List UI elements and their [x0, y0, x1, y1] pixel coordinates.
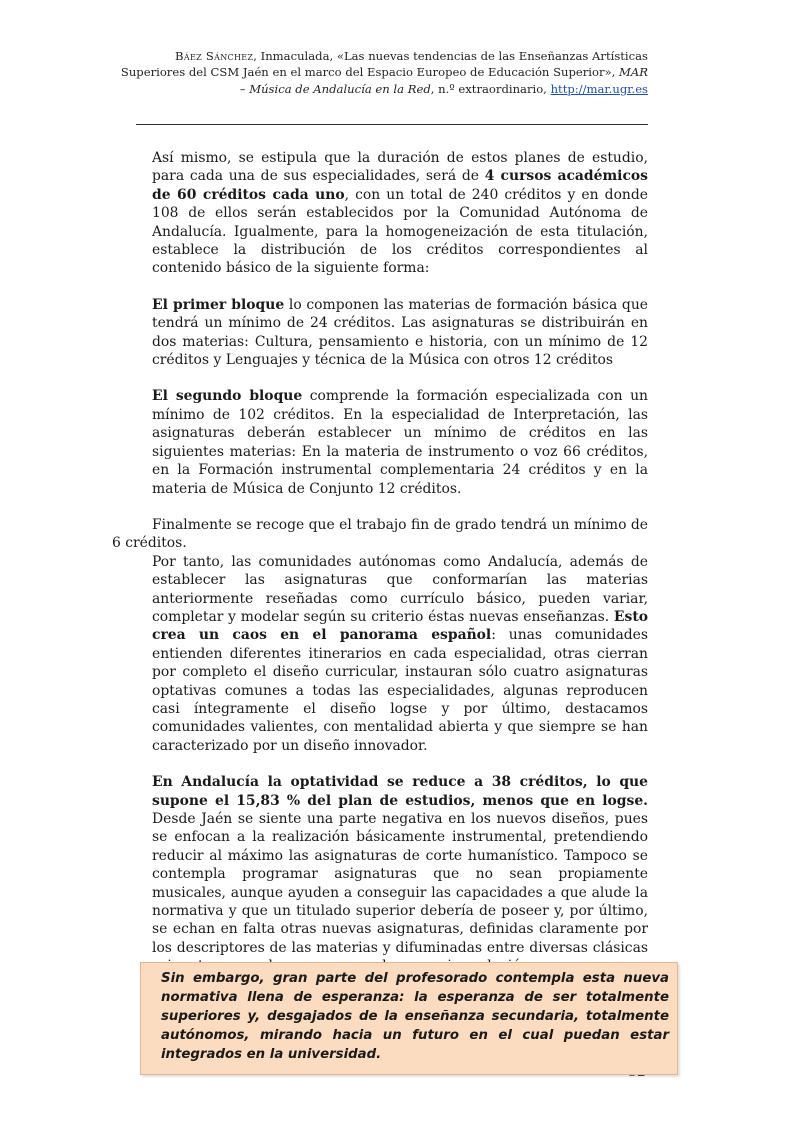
header-citation: , Inmaculada, «Las nuevas tendencias de las Enseñanzas Artísticas Superiores del CSM Jaén en el marco del Espacio Europeo de Educación Superior»,: [120, 49, 648, 80]
paragraph-duration: Así mismo, se estipula que la duración de estos planes de estudio, para cada una de sus especialidades, será de 4 cursos académicos de 60 créditos cada uno, con un total de 240 créditos y en donde 108 de ellos serán establecidos por la Comunidad Autónoma de Andalucía. Igualmente, para la homogeneización de esta titulación, establece la distribución de los créditos correspondientes al contenido básico de la siguiente forma:: [152, 150, 648, 277]
header-divider: [136, 124, 648, 125]
header-issue: , n.º extraordinario,: [430, 81, 551, 96]
article-body: [112, 149, 648, 976]
paragraph-andalusia-optional: En Andalucía la optatividad se reduce a 38 créditos, lo que supone el 15,83 % del plan de estudios, menos que en logse. Desde Jaén se siente una parte negativa en los nuevos diseños, pues se enfocan a la realización básicamente instrumental, pretendiendo reducir al máximo las asignaturas de corte humanístico. Tampoco se contempla programar asignaturas que no sean propiamente musicales, aunque ayuden a conseguir las capacidades a que alude la normativa y que un titulado superior debería de poseer y, por último, se echan en falta otras nuevas asignaturas, definidas claramente por los descriptores de las materias y difuminadas entre diversas clásicas: [152, 774, 648, 956]
paragraph-final-project: Finalmente se recoge que el trabajo fin de grado tendrá un mínimo de 6 créditos.: [112, 516, 648, 552]
paragraph-first-block: El primer bloque lo componen las materias de formación básica que tendrá un mínimo de 24 créditos. Las asignaturas se distribuirán en dos materias: Cultura, pensamiento e historia, con un mínimo de 12 créditos y Lenguajes y técnica de la Música con otros 12 créditos: [152, 296, 648, 369]
header-journal: MAR – Música de Andalucía en la Red: [239, 65, 648, 96]
paragraph-second-block: El segundo bloque comprende la formación especializada con un mínimo de 102 créditos. En la especialidad de Interpretación, las asignaturas deberán establecer un mínimo de créditos en las siguientes materias: En la materia de instrumento o voz 66 créditos, en la Formación instrumental complementaria 24 créditos y en la materia de Música de Conjunto 12 créditos.: [152, 388, 648, 497]
header-url-link[interactable]: http://mar.ugr.es: [550, 81, 648, 96]
callout-box: [140, 962, 678, 1075]
callout-text: Sin embargo, gran parte del profesorado contempla esta nueva normativa llena de esperanza: la esperanza de ser totalmente superiores y, desgajados de la enseñanza secundaria, totalmente autónomos, mirando hacia un futuro en el cual puedan estar integrados en la universidad.: [161, 971, 669, 1062]
running-header: [112, 48, 648, 97]
header-author: Báez Sánchez: [175, 49, 254, 63]
paragraph-autonomous-communities: Por tanto, las comunidades autónomas como Andalucía, además de establecer las asignaturas que conformarían las materias anteriormente reseñadas como currículo básico, pueden variar, completar y modelar según su criterio éstas nuevas enseñanzas. Esto crea un caos en el panorama español: unas comunidades entienden diferentes itinerarios en cada especialidad, otras cierran por completo el diseño curricular, instauran sólo cuatro asignaturas optativas comunes a todas las especialidades, algunas reproducen casi íntegramente el diseño logse y por último, destacamos comunidades valientes, con mentalidad abierta y que siempre se han caracterizado por un diseño innovador.: [152, 553, 648, 754]
